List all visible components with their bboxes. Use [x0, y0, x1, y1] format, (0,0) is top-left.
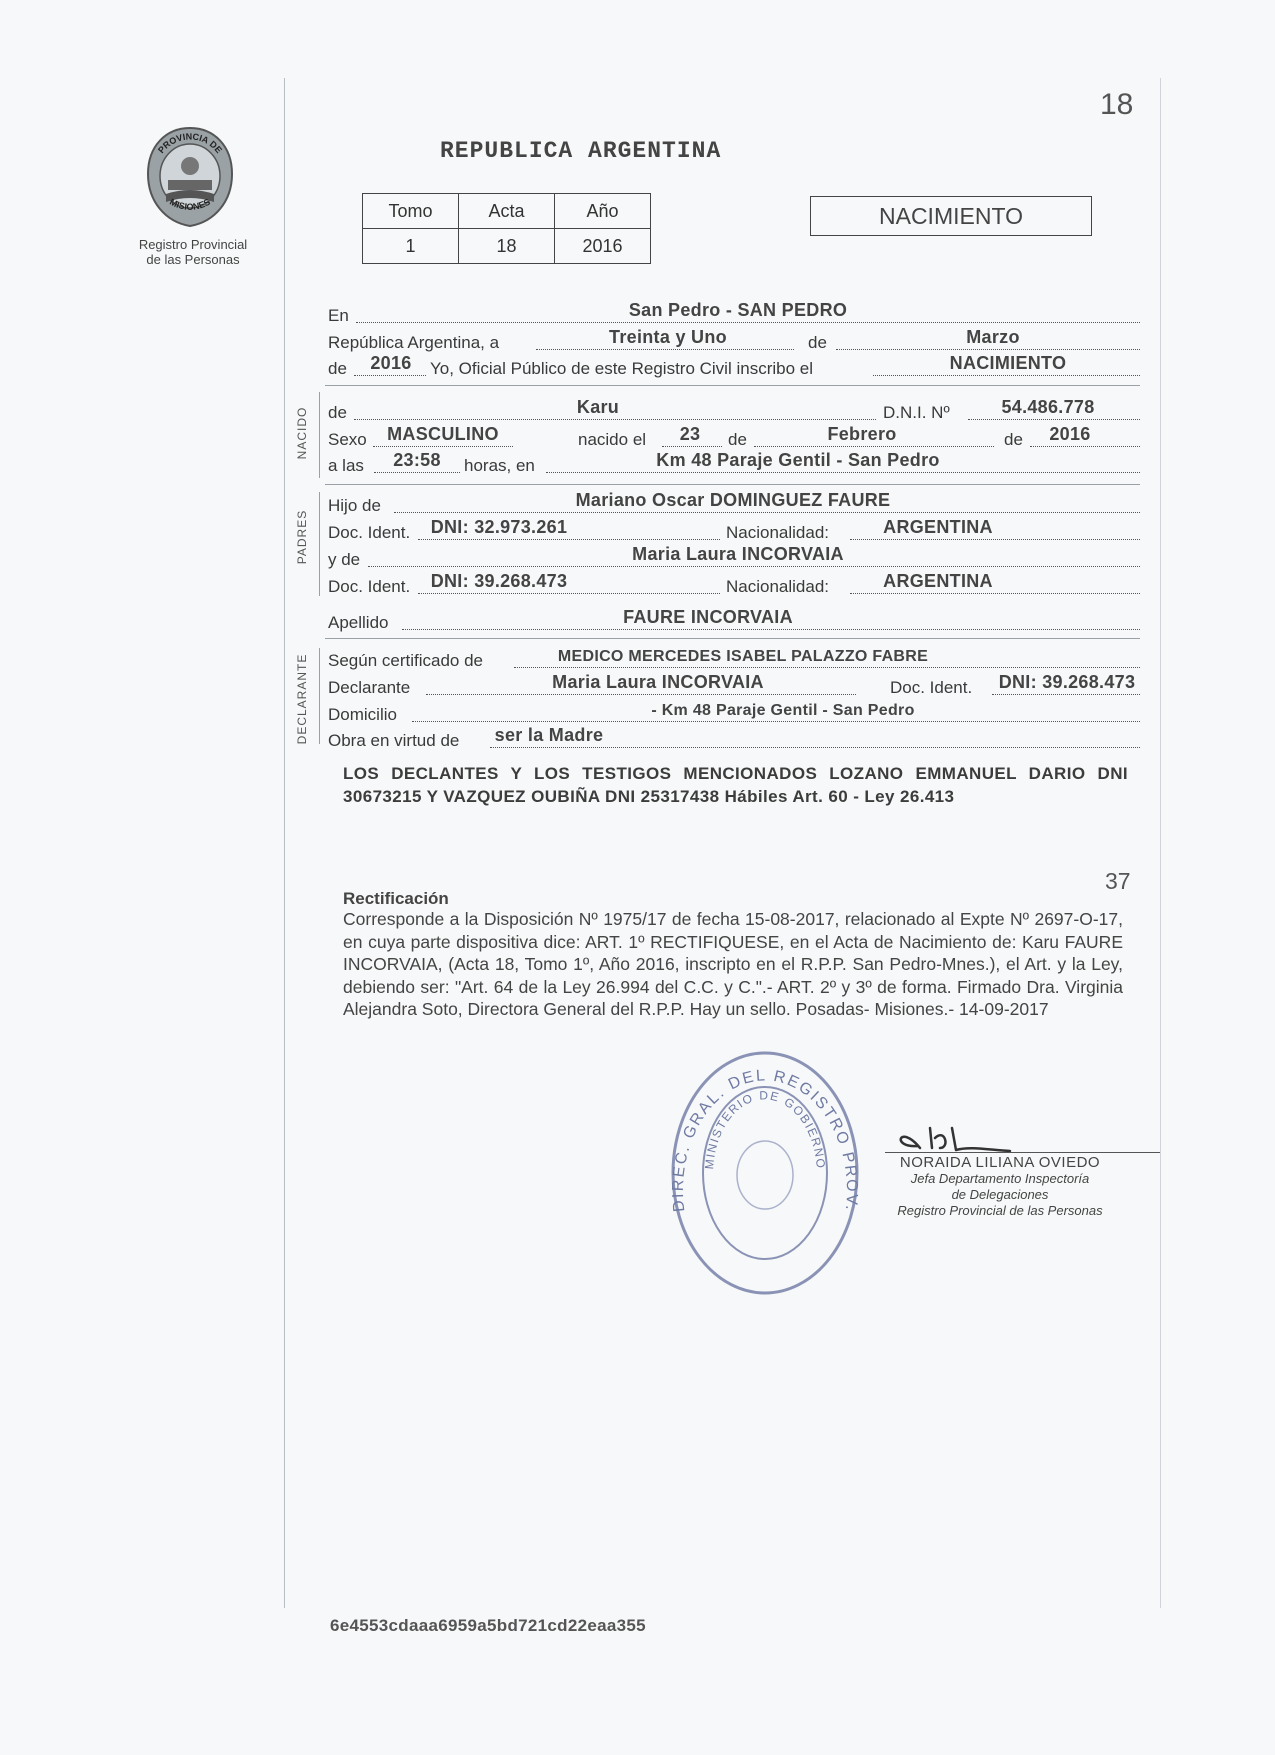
value-mother-nat: ARGENTINA	[883, 571, 993, 591]
value-sexo: MASCULINO	[387, 424, 499, 444]
separator-padres	[325, 484, 1140, 485]
value-apellido: FAURE INCORVAIA	[623, 607, 793, 627]
label-oficial: Yo, Oficial Público de este Registro Civil inscribo el	[430, 359, 813, 378]
declarante-bar	[319, 648, 320, 744]
value-father: Mariano Oscar DOMINGUEZ FAURE	[575, 490, 891, 510]
section-label-nacido: NACIDO	[295, 406, 309, 460]
label-nac-father: Nacionalidad:	[726, 523, 830, 542]
value-child-name: Karu	[576, 397, 620, 417]
signer-title-2: de Delegaciones	[951, 1187, 1049, 1202]
padres-bar	[319, 492, 320, 596]
svg-text:MINISTERIO DE GOBIERNO: MINISTERIO DE GOBIERNO	[702, 1088, 828, 1170]
act-type-box: NACIMIENTO	[810, 196, 1092, 236]
row-mother	[328, 544, 1140, 572]
label-doc-declarant: Doc. Ident.	[890, 678, 973, 697]
value-place: San Pedro - SAN PEDRO	[628, 300, 848, 320]
signature-line	[885, 1152, 1160, 1153]
registry-line-1: Registro Provincial	[138, 237, 248, 252]
label-de-child: de	[328, 403, 347, 422]
row-place	[328, 300, 1140, 328]
label-republica: República Argentina, a	[328, 333, 500, 352]
row-child-name	[328, 397, 1140, 425]
register-header-ano: Año	[555, 194, 651, 229]
register-value-acta: 18	[459, 229, 555, 264]
row-certificate	[328, 645, 1140, 673]
register-header-acta: Acta	[459, 194, 555, 229]
label-horas: horas, en	[464, 456, 535, 475]
value-declarant-doc: DNI: 39.268.473	[998, 672, 1136, 692]
section-label-declarante: DECLARANTE	[295, 653, 309, 745]
register-header-tomo: Tomo	[363, 194, 459, 229]
value-birth-year: 2016	[1049, 424, 1091, 444]
value-domicile: - Km 48 Paraje Gentil - San Pedro	[651, 702, 915, 719]
row-father-doc	[328, 517, 1140, 545]
svg-text:PROVINCIA DE: PROVINCIA DE	[155, 131, 225, 156]
value-declarant: Maria Laura INCORVAIA	[552, 672, 764, 692]
signer-title-3: Registro Provincial de las Personas	[897, 1203, 1103, 1218]
province-emblem-icon	[140, 122, 240, 232]
label-en: En	[328, 306, 349, 325]
row-apellido	[328, 607, 1140, 635]
rectification-number: 37	[1105, 868, 1131, 894]
separator-nacido	[325, 385, 1140, 386]
observations: LOS DECLANTES Y LOS TESTIGOS MENCIONADOS LOZANO EMMANUEL DARIO DNI 30673215 Y VAZQUEZ OUBIÑA DNI 25317438 Hábiles Art. 60 - Ley 26.413	[343, 764, 1128, 806]
right-border-line	[1160, 78, 1161, 1608]
row-date	[328, 327, 1140, 355]
label-doc-father: Doc. Ident.	[328, 523, 411, 542]
value-day-words: Treinta y Uno	[609, 327, 727, 347]
label-doc-mother: Doc. Ident.	[328, 577, 411, 596]
svg-text:MISIONES: MISIONES	[168, 196, 212, 212]
signer-block	[880, 1155, 1120, 1219]
label-domicilio: Domicilio	[328, 705, 397, 724]
label-de-month: de	[728, 430, 747, 449]
value-month: Marzo	[966, 327, 1020, 347]
row-father	[328, 490, 1140, 518]
label-de-year2: de	[1004, 430, 1023, 449]
section-label-padres: PADRES	[295, 509, 309, 565]
row-capacity	[328, 725, 1140, 753]
separator-declarante	[325, 638, 1140, 639]
label-de: de	[808, 333, 827, 352]
row-domicile	[328, 699, 1140, 727]
label-nacido-el: nacido el	[578, 430, 647, 449]
label-a-las: a las	[328, 456, 364, 475]
rectification-title: Rectificación	[343, 889, 449, 908]
value-birth-month: Febrero	[827, 424, 897, 444]
value-mother-doc: DNI: 39.268.473	[430, 571, 568, 591]
value-birth-day: 23	[679, 424, 701, 444]
register-value-tomo: 1	[363, 229, 459, 264]
label-y-de: y de	[328, 550, 361, 569]
label-dni: D.N.I. Nº	[883, 403, 950, 422]
row-declarant	[328, 672, 1140, 700]
value-father-nat: ARGENTINA	[883, 517, 993, 537]
row-year	[328, 353, 1140, 381]
margin-line	[284, 78, 285, 1608]
signer-name: NORAIDA LILIANA OVIEDO	[899, 1154, 1101, 1171]
row-time-place	[328, 450, 1140, 478]
nacido-bar	[319, 392, 320, 478]
label-sexo: Sexo	[328, 430, 367, 449]
country-title: REPUBLICA ARGENTINA	[440, 138, 722, 164]
value-father-doc: DNI: 32.973.261	[430, 517, 568, 537]
value-capacity: ser la Madre	[494, 725, 604, 745]
row-mother-doc	[328, 571, 1140, 599]
page-number: 18	[1100, 88, 1134, 121]
label-declarante: Declarante	[328, 678, 411, 697]
register-table	[362, 193, 651, 264]
label-apellido: Apellido	[328, 613, 389, 632]
row-sex-birth	[328, 424, 1140, 452]
value-act-kind: NACIMIENTO	[949, 353, 1067, 373]
label-hijo-de: Hijo de	[328, 496, 381, 515]
label-nac-mother: Nacionalidad:	[726, 577, 830, 596]
value-year: 2016	[370, 353, 412, 373]
svg-text:DIREC. GRAL. DEL REGISTRO PROV: DIREC. GRAL. DEL REGISTRO PROV.	[669, 1067, 861, 1213]
label-obra: Obra en virtud de	[328, 731, 460, 750]
value-mother: Maria Laura INCORVAIA	[632, 544, 844, 564]
value-certificate: MEDICO MERCEDES ISABEL PALAZZO FABRE	[557, 648, 929, 665]
rectification-body: Corresponde a la Disposición Nº 1975/17 de fecha 15-08-2017, relacionado al Expte Nº 2697-O-17, en cuya parte dispositiva dice: ART. 1º RECTIFIQUESE, en el Acta de Nacimiento de: Karu FAURE INCORVAIA, (Acta 18, Tomo 1º, Año 2016, inscripto en el R.P.P. San Pedro-Mnes.), el Art. y la Ley, debiendo ser: "Art. 64 de la Ley 26.994 del C.C. y C.".- ART. 2º y 3º de forma. Firmado Dra. Virginia Alejandra Soto, Directora General del R.P.P. Hay un sello. Posadas- Misiones.- 14-09-2017	[343, 909, 1123, 1019]
signer-title-1: Jefa Departamento Inspectoría	[910, 1171, 1090, 1186]
label-de-year: de	[328, 359, 347, 378]
registry-name	[118, 237, 268, 267]
register-value-ano: 2016	[555, 229, 651, 264]
official-stamp-icon	[660, 1045, 870, 1305]
document-hash: 6e4553cdaaa6959a5bd721cd22eaa355	[330, 1616, 646, 1635]
registry-line-2: de las Personas	[146, 252, 240, 267]
value-birth-place: Km 48 Paraje Gentil - San Pedro	[656, 450, 940, 470]
value-time: 23:58	[393, 450, 441, 470]
label-certificado: Según certificado de	[328, 651, 483, 670]
value-dni: 54.486.778	[1001, 397, 1095, 417]
